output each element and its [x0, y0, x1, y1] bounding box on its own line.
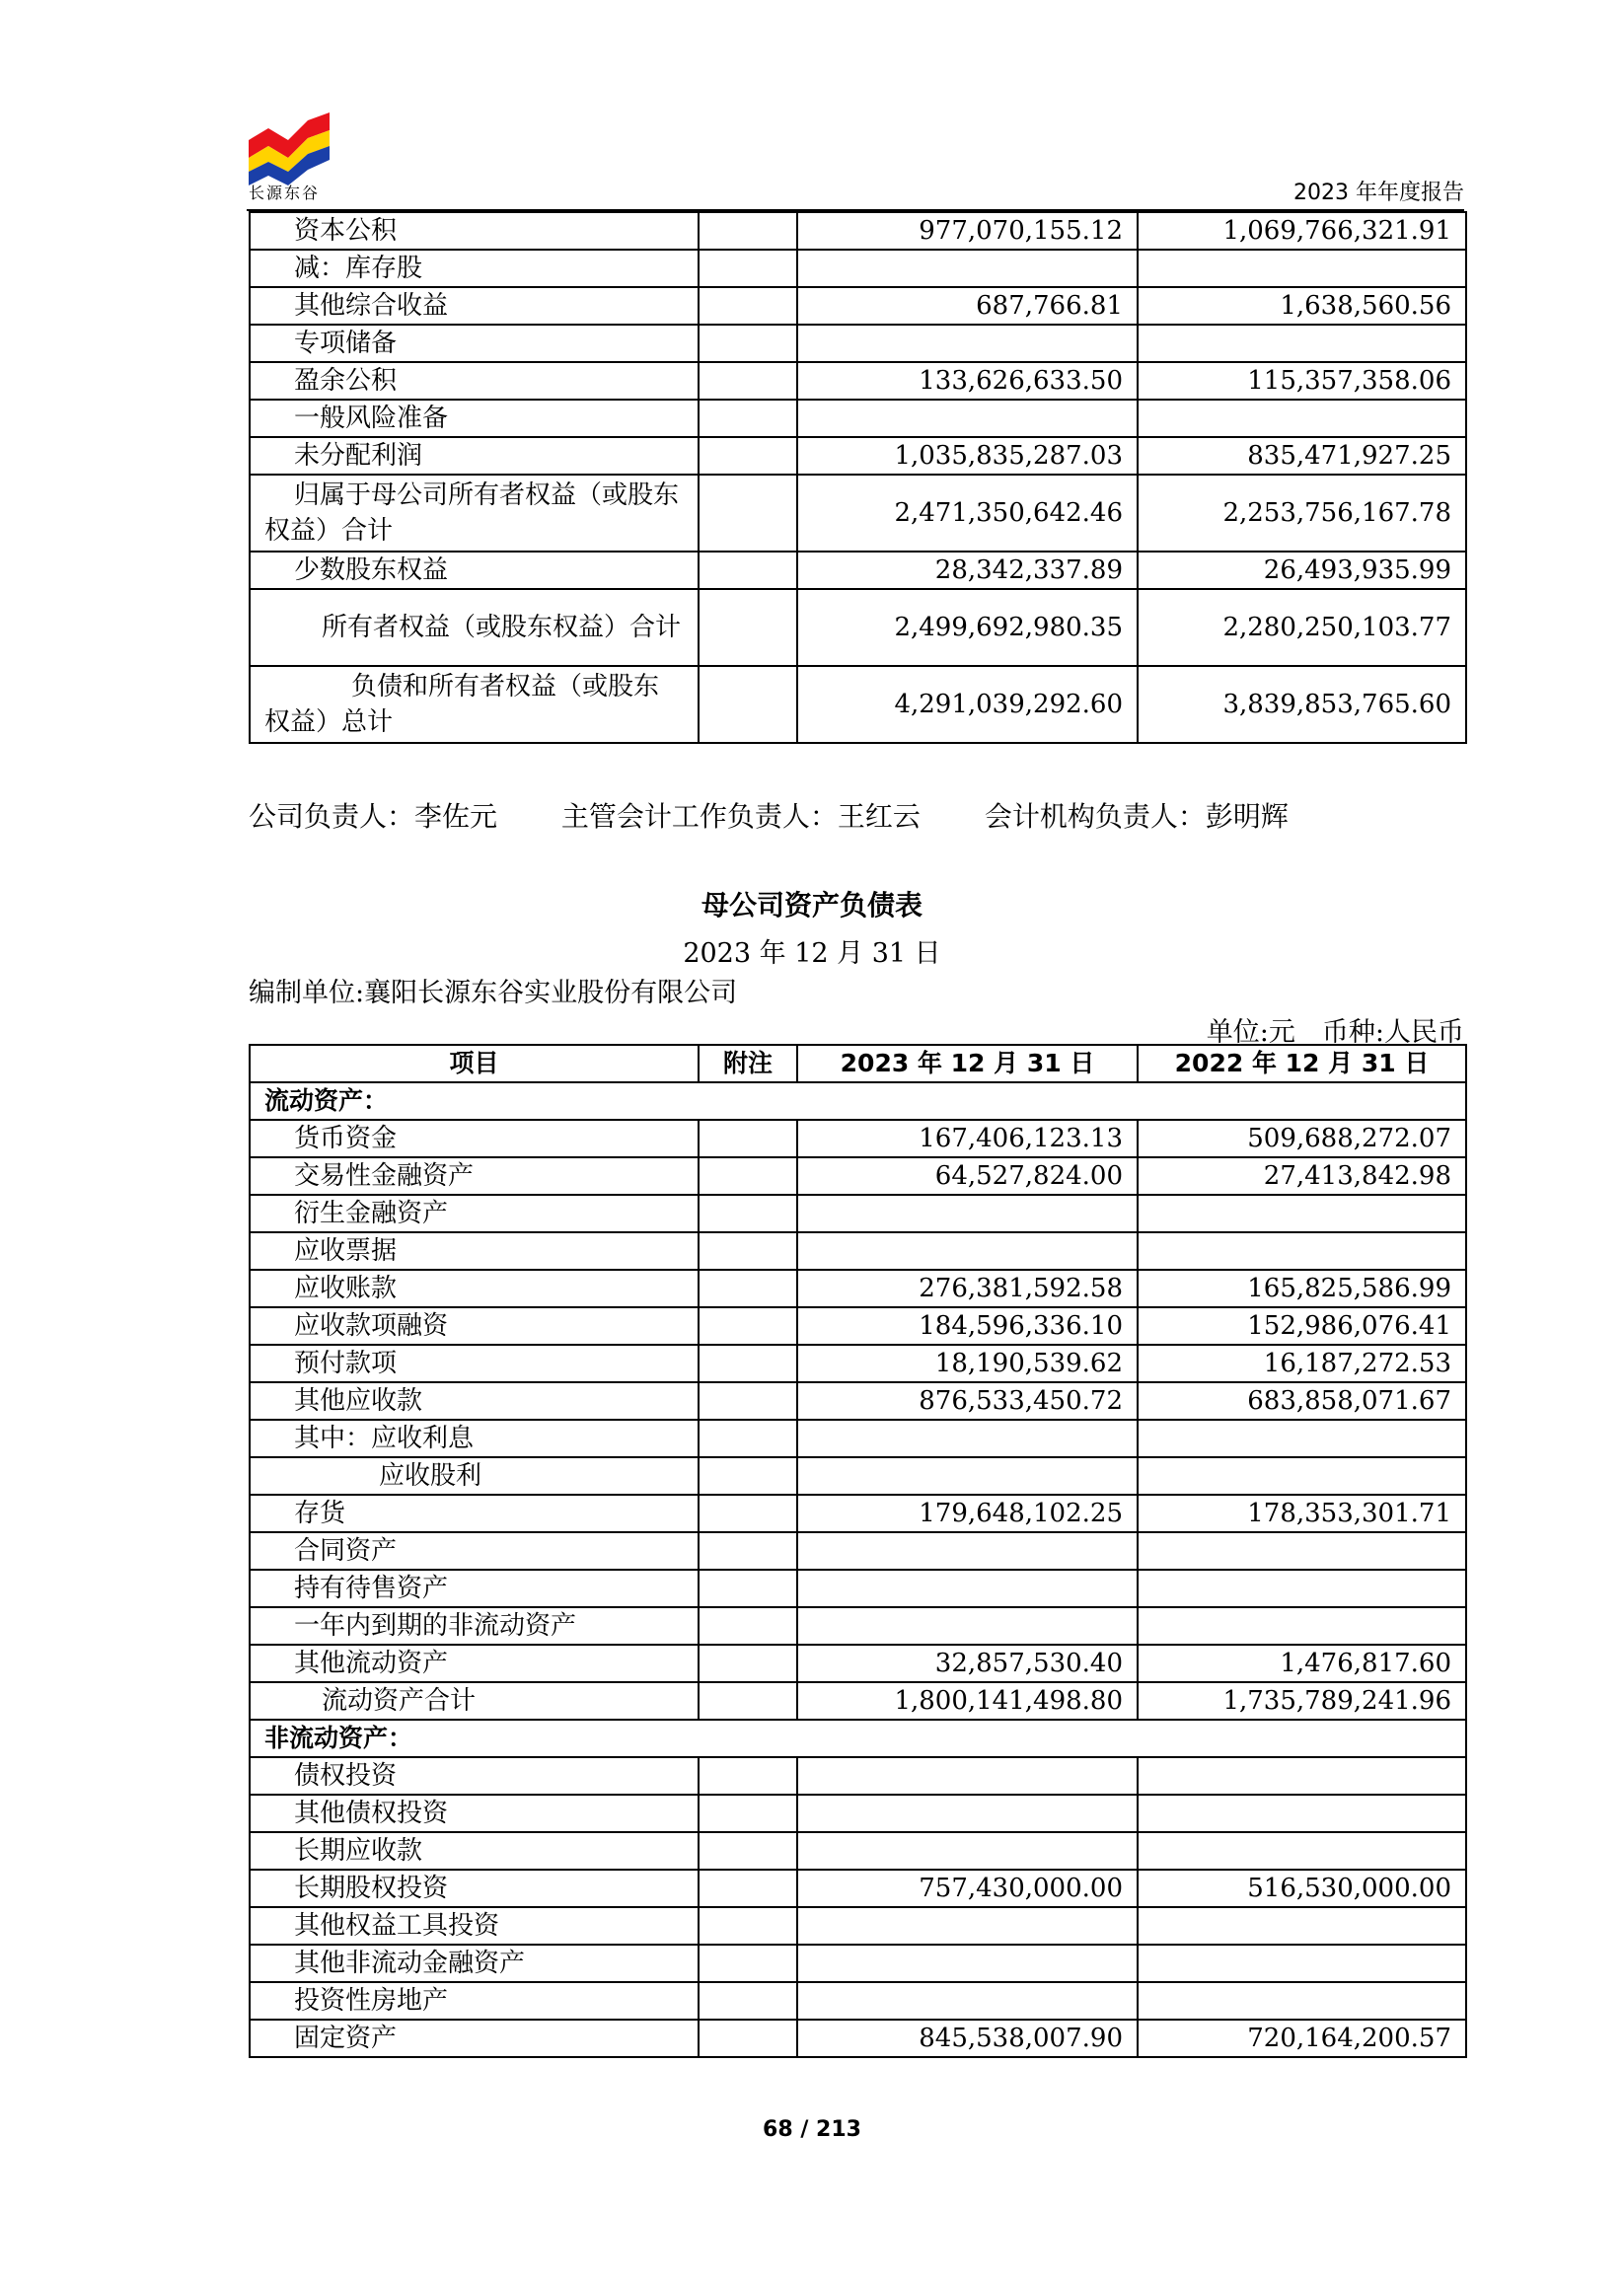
current-value	[797, 400, 1138, 437]
table-row	[250, 437, 1466, 475]
current-value	[797, 1607, 1138, 1645]
note-cell	[699, 1795, 797, 1832]
note-cell	[699, 1495, 797, 1532]
current-value: 1,035,835,287.03	[797, 437, 1138, 475]
note-cell	[699, 1907, 797, 1945]
table-row	[250, 400, 1466, 437]
current-value: 28,342,337.89	[797, 552, 1138, 589]
table-row	[250, 475, 1466, 552]
current-value: 977,070,155.12	[797, 212, 1138, 250]
current-value	[797, 1907, 1138, 1945]
equity-table	[249, 211, 1467, 744]
item-label: 应收股利	[250, 1457, 699, 1495]
prior-value: 2,280,250,103.77	[1138, 589, 1466, 666]
table-row	[250, 1157, 1466, 1195]
section-current-assets: 流动资产：	[250, 1082, 1466, 1120]
item-label: 合同资产	[250, 1532, 699, 1570]
item-label: 未分配利润	[250, 437, 699, 475]
report-title: 2023 年年度报告	[1293, 181, 1464, 205]
item-label: 减：库存股	[250, 250, 699, 287]
company-head: 公司负责人：李佐元	[249, 800, 498, 833]
statement-date: 2023 年 12 月 31 日	[683, 938, 941, 969]
current-value	[797, 1832, 1138, 1870]
prior-value	[1138, 1195, 1466, 1232]
item-label: 专项储备	[250, 325, 699, 362]
table-row	[250, 325, 1466, 362]
prior-value	[1138, 1532, 1466, 1570]
table-row	[250, 1795, 1466, 1832]
table-row	[250, 1420, 1466, 1457]
current-value	[797, 1457, 1138, 1495]
table-row	[250, 589, 1466, 666]
item-label: 资本公积	[250, 212, 699, 250]
item-label: 应收账款	[250, 1270, 699, 1307]
table-row	[250, 1757, 1466, 1795]
current-value: 64,527,824.00	[797, 1157, 1138, 1195]
prior-value: 27,413,842.98	[1138, 1157, 1466, 1195]
note-cell	[699, 1157, 797, 1195]
current-value: 18,190,539.62	[797, 1345, 1138, 1382]
current-value: 184,596,336.10	[797, 1307, 1138, 1345]
current-value: 2,499,692,980.35	[797, 589, 1138, 666]
current-value	[797, 1532, 1138, 1570]
table-row	[250, 287, 1466, 325]
prior-value: 2,253,756,167.78	[1138, 475, 1466, 552]
prior-value	[1138, 1945, 1466, 1982]
page-number: 68 / 213	[763, 2117, 861, 2142]
item-label: 长期股权投资	[250, 1870, 699, 1907]
prior-value: 516,530,000.00	[1138, 1870, 1466, 1907]
current-value	[797, 1420, 1138, 1457]
parent-balance-sheet-table	[249, 1044, 1467, 2058]
item-label: 一般风险准备	[250, 400, 699, 437]
item-label: 长期应收款	[250, 1832, 699, 1870]
logo-text: 长源东谷	[249, 184, 321, 202]
current-value: 876,533,450.72	[797, 1382, 1138, 1420]
item-label: 其他流动资产	[250, 1645, 699, 1682]
current-value: 1,800,141,498.80	[797, 1682, 1138, 1720]
column-header-note: 附注	[699, 1045, 797, 1082]
note-cell	[699, 1307, 797, 1345]
item-label: 交易性金融资产	[250, 1157, 699, 1195]
item-label: 其他权益工具投资	[250, 1907, 699, 1945]
prior-value	[1138, 1795, 1466, 1832]
note-cell	[699, 250, 797, 287]
column-header-prior: 2022 年 12 月 31 日	[1138, 1045, 1466, 1082]
column-header-current: 2023 年 12 月 31 日	[797, 1045, 1138, 1082]
note-cell	[699, 475, 797, 552]
prior-value	[1138, 1457, 1466, 1495]
note-cell	[699, 1120, 797, 1157]
item-label: 货币资金	[250, 1120, 699, 1157]
table-row	[250, 1570, 1466, 1607]
item-label: 存货	[250, 1495, 699, 1532]
prior-value: 16,187,272.53	[1138, 1345, 1466, 1382]
section-row	[250, 1720, 1466, 1757]
note-cell	[699, 1832, 797, 1870]
note-cell	[699, 1945, 797, 1982]
item-label: 归属于母公司所有者权益（或股东权益）合计	[250, 475, 699, 552]
note-cell	[699, 212, 797, 250]
item-label: 其他应收款	[250, 1382, 699, 1420]
current-value: 133,626,633.50	[797, 362, 1138, 400]
note-cell	[699, 1270, 797, 1307]
current-value: 757,430,000.00	[797, 1870, 1138, 1907]
note-cell	[699, 552, 797, 589]
table-row	[250, 1532, 1466, 1570]
current-value: 32,857,530.40	[797, 1645, 1138, 1682]
column-header-item: 项目	[250, 1045, 699, 1082]
current-value: 167,406,123.13	[797, 1120, 1138, 1157]
note-cell	[699, 400, 797, 437]
header-row	[250, 1045, 1466, 1082]
current-value: 687,766.81	[797, 287, 1138, 325]
prior-value: 1,476,817.60	[1138, 1645, 1466, 1682]
note-cell	[699, 1682, 797, 1720]
item-label: 预付款项	[250, 1345, 699, 1382]
prior-value	[1138, 250, 1466, 287]
table-row	[250, 1232, 1466, 1270]
note-cell	[699, 2020, 797, 2057]
current-value	[797, 1757, 1138, 1795]
current-value	[797, 1945, 1138, 1982]
item-label: 一年内到期的非流动资产	[250, 1607, 699, 1645]
prior-value: 26,493,935.99	[1138, 552, 1466, 589]
table-row	[250, 1457, 1466, 1495]
note-cell	[699, 1570, 797, 1607]
note-cell	[699, 1345, 797, 1382]
table-row	[250, 1345, 1466, 1382]
table-row	[250, 1832, 1466, 1870]
table-row	[250, 212, 1466, 250]
prior-value	[1138, 400, 1466, 437]
table-row	[250, 1382, 1466, 1420]
prior-value: 835,471,927.25	[1138, 437, 1466, 475]
prior-value: 178,353,301.71	[1138, 1495, 1466, 1532]
currency-unit: 单位:元 币种:人民币	[1206, 1017, 1464, 1048]
item-label: 所有者权益（或股东权益）合计	[250, 589, 699, 666]
prior-value: 115,357,358.06	[1138, 362, 1466, 400]
note-cell	[699, 1457, 797, 1495]
current-value: 2,471,350,642.46	[797, 475, 1138, 552]
table-row	[250, 1945, 1466, 1982]
note-cell	[699, 1870, 797, 1907]
item-label: 应收票据	[250, 1232, 699, 1270]
item-label: 固定资产	[250, 2020, 699, 2057]
section-noncurrent-assets: 非流动资产：	[250, 1720, 1466, 1757]
table-row	[250, 1270, 1466, 1307]
current-value: 845,538,007.90	[797, 2020, 1138, 2057]
note-cell	[699, 1232, 797, 1270]
note-cell	[699, 666, 797, 743]
item-label: 其他综合收益	[250, 287, 699, 325]
prior-value: 1,735,789,241.96	[1138, 1682, 1466, 1720]
table-row	[250, 1982, 1466, 2020]
current-value	[797, 1570, 1138, 1607]
item-label: 应收款项融资	[250, 1307, 699, 1345]
table-row	[250, 1907, 1466, 1945]
section-row	[250, 1082, 1466, 1120]
prior-value	[1138, 1907, 1466, 1945]
table-row	[250, 1645, 1466, 1682]
item-label: 少数股东权益	[250, 552, 699, 589]
current-value	[797, 325, 1138, 362]
table-row	[250, 1870, 1466, 1907]
table-row	[250, 1495, 1466, 1532]
prior-value	[1138, 1420, 1466, 1457]
item-label: 投资性房地产	[250, 1982, 699, 2020]
statement-title: 母公司资产负债表	[701, 889, 923, 921]
note-cell	[699, 437, 797, 475]
item-label: 负债和所有者权益（或股东权益）总计	[250, 666, 699, 743]
note-cell	[699, 325, 797, 362]
note-cell	[699, 362, 797, 400]
table-row	[250, 1120, 1466, 1157]
note-cell	[699, 1757, 797, 1795]
table-row	[250, 1607, 1466, 1645]
item-label: 债权投资	[250, 1757, 699, 1795]
signatories	[249, 795, 1344, 835]
prior-value: 1,069,766,321.91	[1138, 212, 1466, 250]
table-row	[250, 552, 1466, 589]
prior-value: 1,638,560.56	[1138, 287, 1466, 325]
item-label: 衍生金融资产	[250, 1195, 699, 1232]
prior-value: 509,688,272.07	[1138, 1120, 1466, 1157]
table-row	[250, 666, 1466, 743]
note-cell	[699, 1195, 797, 1232]
item-label: 其中：应收利息	[250, 1420, 699, 1457]
current-value: 276,381,592.58	[797, 1270, 1138, 1307]
table-row	[250, 1682, 1466, 1720]
table-row	[250, 1195, 1466, 1232]
prior-value	[1138, 1982, 1466, 2020]
prior-value: 165,825,586.99	[1138, 1270, 1466, 1307]
prior-value	[1138, 1832, 1466, 1870]
table-row	[250, 2020, 1466, 2057]
current-value	[797, 1195, 1138, 1232]
note-cell	[699, 1607, 797, 1645]
item-label: 其他债权投资	[250, 1795, 699, 1832]
note-cell	[699, 1382, 797, 1420]
table-row	[250, 250, 1466, 287]
current-value	[797, 1232, 1138, 1270]
prior-value: 152,986,076.41	[1138, 1307, 1466, 1345]
prior-value: 3,839,853,765.60	[1138, 666, 1466, 743]
table-row	[250, 362, 1466, 400]
table-row	[250, 1307, 1466, 1345]
note-cell	[699, 589, 797, 666]
note-cell	[699, 1420, 797, 1457]
prior-value: 683,858,071.67	[1138, 1382, 1466, 1420]
item-label: 其他非流动金融资产	[250, 1945, 699, 1982]
prior-value	[1138, 325, 1466, 362]
accounting-head: 主管会计工作负责人：王红云	[560, 800, 921, 833]
prior-value	[1138, 1570, 1466, 1607]
prior-value	[1138, 1607, 1466, 1645]
current-value: 4,291,039,292.60	[797, 666, 1138, 743]
item-label: 持有待售资产	[250, 1570, 699, 1607]
accounting-org-head: 会计机构负责人：彭明辉	[984, 800, 1289, 833]
note-cell	[699, 1982, 797, 2020]
current-value: 179,648,102.25	[797, 1495, 1138, 1532]
note-cell	[699, 1645, 797, 1682]
current-value	[797, 250, 1138, 287]
current-value	[797, 1982, 1138, 2020]
preparer: 编制单位:襄阳长源东谷实业股份有限公司	[249, 978, 738, 1008]
prior-value	[1138, 1232, 1466, 1270]
current-value	[797, 1795, 1138, 1832]
item-label: 盈余公积	[250, 362, 699, 400]
note-cell	[699, 287, 797, 325]
prior-value	[1138, 1757, 1466, 1795]
note-cell	[699, 1532, 797, 1570]
prior-value: 720,164,200.57	[1138, 2020, 1466, 2057]
item-label: 流动资产合计	[250, 1682, 699, 1720]
